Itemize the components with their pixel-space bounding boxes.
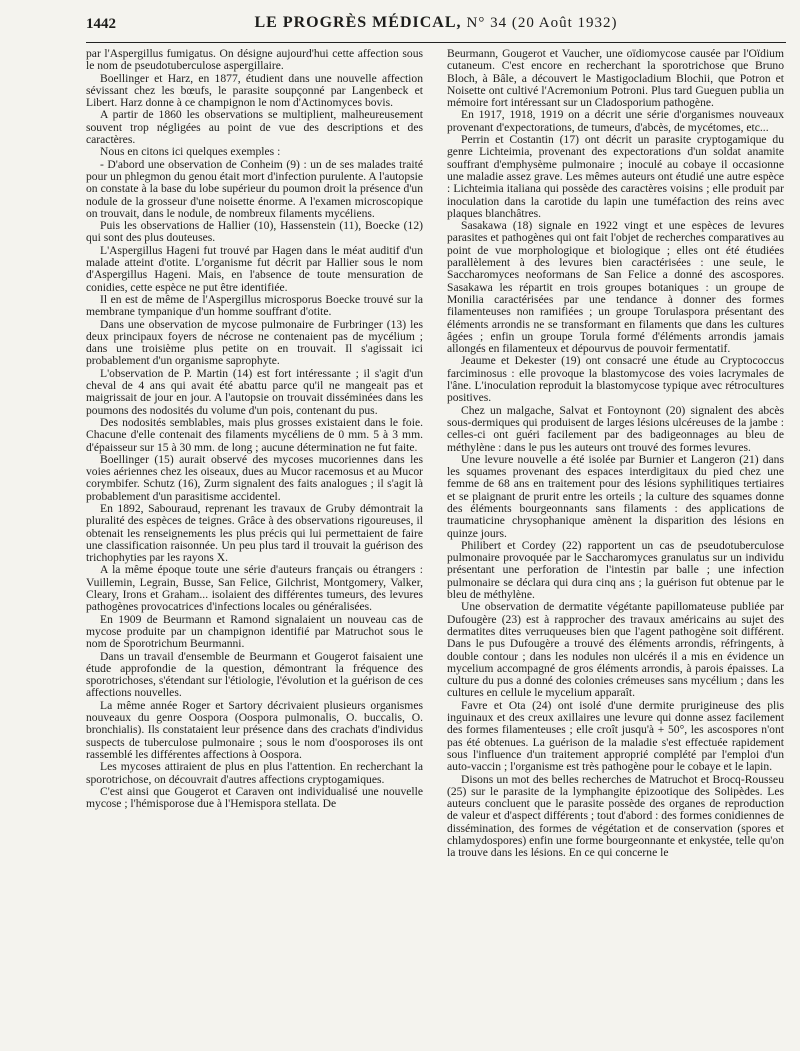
- paragraph: Nous en citons ici quelques exemples :: [100, 145, 281, 159]
- paragraph: En 1917, 1918, 1919 on a décrit une série d'organismes nouveaux provenant d'expectorations, de tumeurs, d'abcès, de mycétomes, etc...: [447, 108, 784, 134]
- paragraph: par l'Aspergillus fumigatus. On désigne aujourd'hui cette affection sous le nom de pseudotuberculose aspergillaire.: [86, 48, 423, 73]
- paragraph: A la même époque toute une série d'auteurs français ou étrangers : Vuillemin, Legrain, Busse, San Felice, Gilchrist, Montgomery, Valker, Cleary, Irons et Graham... isolaient des différentes tumeurs, des levures pathogènes provocatrices d'infections locales ou généralisées.: [86, 563, 423, 614]
- paragraph: La même année Roger et Sartory décrivaient plusieurs organismes nouveaux du genre Oospora (Oospora pulmonalis, O. buccalis, O. bronchialis). Ils constataient leur présence dans des crachats d'individus suspects de tuberculose pulmonaire ; sous le nom d'oosporoses ils ont rassemblé les différentes affections à Oospora.: [86, 698, 423, 761]
- journal-title: [86, 14, 786, 32]
- paragraph: Les mycoses attiraient de plus en plus l'attention. En recherchant la sporotrichose, on découvrait d'autres affections cryptogamiques.: [86, 760, 423, 786]
- paragraph: Dans une observation de mycose pulmonaire de Furbringer (13) les deux principaux foyers de nécrose ne contenaient pas de mycélium ; dans une troisième plus petite on en trouvait. Il s'agissait ici probablement d'un organisme saprophyte.: [86, 317, 423, 368]
- paragraph: Une observation de dermatite végétante papillomateuse publiée par Dufougère (23) est à rapprocher des travaux américains au sujet des dermatites dites verruqueuses bien que l'agent pathogène soit différent. Dans le pus Dufougère a trouvé des éléments arrondis, réfringents, à double contour ; dans les nodules non ulcérés il a mis en évidence un mycelium accompagné de gros éléments arrondis, à parois épaisses. La culture du pus a donné des colonies crémeuses sans mycélium ; dans les cultures en cellule le mycelium apparaît.: [447, 600, 784, 700]
- page-header: [86, 8, 786, 43]
- paragraph: Des nodosités semblables, mais plus grosses existaient dans le foie. Chacune d'elle contenait des filaments mycéliens de 0 mm. 5 à 3 mm. d'épaisseur sur 15 à 30 mm. de long ; aucune détermination ne fut faite.: [86, 415, 423, 454]
- paragraph: En 1909 de Beurmann et Ramond signalaient un nouveau cas de mycose produite par un champignon identifié par Matruchot sous le nom de Sporotrichum Beurmanni.: [86, 612, 423, 651]
- paragraph: - D'abord une observation de Conheim (9) : un de ses malades traité pour un phlegmon du genou était mort d'infection purulente. A l'autopsie on constate à la base du lobe supérieur du poumon droit la présence d'un nodule de la grosseur d'une noisette énorme. A l'examen microscopique on trouvait, dans le nodule, de nombreux filaments mycéliens.: [86, 157, 423, 220]
- paragraph: Disons un mot des belles recherches de Matruchot et Brocq-Rousseu (25) sur le parasite de la lymphangite épizootique des Solipèdes. Les auteurs concluent que le parasite possède des organes de reproduction de valeur et d'aspect différents ; tout d'abord : des formes conidiennes de dissémination, des formes de végétation et de conservation (spores et chlamydospores) enfin une forme bourgeonnante et enkystée, telle qu'on la trouve dans les lésions. En ce qui concerne le: [447, 772, 784, 860]
- page-number: 1442: [86, 16, 116, 32]
- paragraph: Puis les observations de Hallier (10), Hassenstein (11), Boecke (12) qui sont des plus douteuses.: [86, 219, 423, 245]
- right-column: [447, 48, 784, 1048]
- paragraph: Favre et Ota (24) ont isolé d'une dermite prurigineuse des plis inguinaux et des creux axillaires une levure qui donne assez facilement des formes filamenteuses ; elle croît jusqu'à + 50°, les ascospores n'ont pas été obtenues. La guérison de la maladie s'est effectuée rapidement sous l'influence d'un traitement approprié complété par l'emploi d'un auto-vaccin ; l'organisme est très pathogène pour le cobaye et le lapin.: [447, 698, 784, 774]
- issue-info: N° 34 (20 Août 1932): [466, 15, 618, 31]
- paragraph: L'observation de P. Martin (14) est fort intéressante ; il s'agit d'un cheval de 4 ans qui avait été abattu parce qu'il ne mangeait pas et maigrissait de jour en jour. A l'autopsie on trouvait disséminées dans les poumons des nodosités du volume d'un pois, contenant du pus.: [86, 366, 423, 417]
- journal-name: LE PROGRÈS MÉDICAL,: [254, 14, 462, 31]
- paragraph: En 1892, Sabouraud, reprenant les travaux de Gruby démontrait la pluralité des espèces de teignes. Grâce à des observations rigoureuses, il obtenait les renseignements les plus précis qui lui permettaient de faire une classification raisonnée. Un peu plus tard il trouvait la guérison des trichophyties par les rayons X.: [86, 501, 423, 565]
- paragraph: Dans un travail d'ensemble de Beurmann et Gougerot faisaient une étude approfondie de la question, démontrant la fréquence des sporotrichoses, s'étendant sur l'étiologie, l'évolution et la guérison de ces affections nouvelles.: [86, 649, 423, 700]
- paragraph: Une levure nouvelle a été isolée par Burnier et Langeron (21) dans les squames provenant des espaces interdigitaux du pied chez une femme de 68 ans en traitement pour des lésions syphilitiques tertiaires et se plaignant de prurit entre les orteils ; la culture des squames donne des éléments bourgeonnants sans filaments : des applications de traumaticine chrysophanique amènent la disparition des lésions en quinze jours.: [447, 452, 784, 540]
- paragraph: Beurmann, Gougerot et Vaucher, une oïdiomycose causée par l'Oïdium cutaneum. C'est encore en recherchant la sporotrichose que Bruno Bloch, à Bâle, a découvert le Mastigocladium Blochii, que Potron et Noisette ont cultivé l'Acremonium Potroni. Plus tard Gueguen publia un mémoire fort intéressant sur un Cladosporium pathogène.: [447, 48, 784, 110]
- paragraph: L'Aspergillus Hageni fut trouvé par Hagen dans le méat auditif d'un malade atteint d'otite. L'organisme fut décrit par Hallier sous le nom d'Aspergillus Hageni. Mais, en l'absence de toute mensuration de conidies, cette espèce ne put être identifiée.: [86, 243, 423, 294]
- left-column: [86, 48, 423, 1048]
- paragraph: Boellinger et Harz, en 1877, étudient dans une nouvelle affection sévissant chez les bœufs, le parasite soupçonné par Langenbeck et Libert. Harz donne à ce champignon le nom d'Actinomyces bovis.: [86, 71, 423, 110]
- paragraph: Jeaume et Dekester (19) ont consacré une étude au Cryptococcus farciminosus : elle provoque la blastomycose des voies lacrymales de l'âne. L'inoculation reproduit la blastomycose typique avec rétrocultures positives.: [447, 354, 784, 405]
- paragraph: Sasakawa (18) signale en 1922 vingt et une espèces de levures parasites et pathogènes qui ont fait l'objet de recherches comparatives au point de vue morphologique et biologique ; elles ont été étudiées parallèlement à des levures bien caractérisées : une seule, le Saccharomyces neoformans de San Felice a donné des ascospores. Sasakawa les répartit en trois groupes botaniques : un groupe de Monilia caractérisées par une tendance à donner des formes filamenteuses non ramifiées ; un groupe Torulaspora présentant des éléments arrondis ne se transformant en filaments que dans les cultures âgées ; enfin un groupe Torula formé d'éléments arrondis jamais allongés en filamenteux et dépourvus de pouvoir fermentatif.: [447, 219, 784, 356]
- paragraph: Boellinger (15) aurait observé des mycoses mucoriennes dans les voies aériennes chez les oiseaux, dues au Mucor racemosus et au Mucor corymbifer. Schutz (16), Zurm signalent des faits analogues ; il s'agit là probablement d'un parasitisme accidentel.: [86, 452, 423, 503]
- paragraph: Philibert et Cordey (22) rapportent un cas de pseudotuberculose pulmonaire provoquée par le Saccharomyces granulatus sur un individu présentant une perforation de l'intestin par balle ; une infection pulmonaire se déclara qui dura cinq ans ; la guérison fut obtenue par le bleu de méthylène.: [447, 538, 784, 602]
- paragraph: C'est ainsi que Gougerot et Caraven ont individualisé une nouvelle mycose ; l'hémisporose due à l'Hemispora stellata. De: [86, 784, 423, 811]
- paragraph: Il en est de même de l'Aspergillus microsporus Boecke trouvé sur la membrane tympanique d'un homme souffrant d'otite.: [86, 292, 423, 319]
- paragraph: A partir de 1860 les observations se multiplient, malheureusement souvent trop négligées au point de vue des descriptions et des caractères.: [86, 108, 423, 147]
- paragraph: Chez un malgache, Salvat et Fontoynont (20) signalent des abcès sous-dermiques qui produisent de larges lésions ulcéreuses de la jambe : celles-ci ont guéri facilement par des badigeonnages au bleu de méthylène : dans le pus les auteurs ont trouvé des formes levures.: [447, 403, 784, 454]
- paragraph: Perrin et Costantin (17) ont décrit un parasite cryptogamique du genre Lichteimia, provenant des expectorations d'un soldat anamite souffrant d'emphysème pulmonaire ; inoculé au cobaye il occasionne une maladie assez grave. Les mêmes auteurs ont étudié une autre espèce : Lichteimia italiana qui possède des caractères voisins ; elle produit par inoculation dans la carotide du lapin une tuméfaction des reins avec plaques blanchâtres.: [447, 133, 784, 220]
